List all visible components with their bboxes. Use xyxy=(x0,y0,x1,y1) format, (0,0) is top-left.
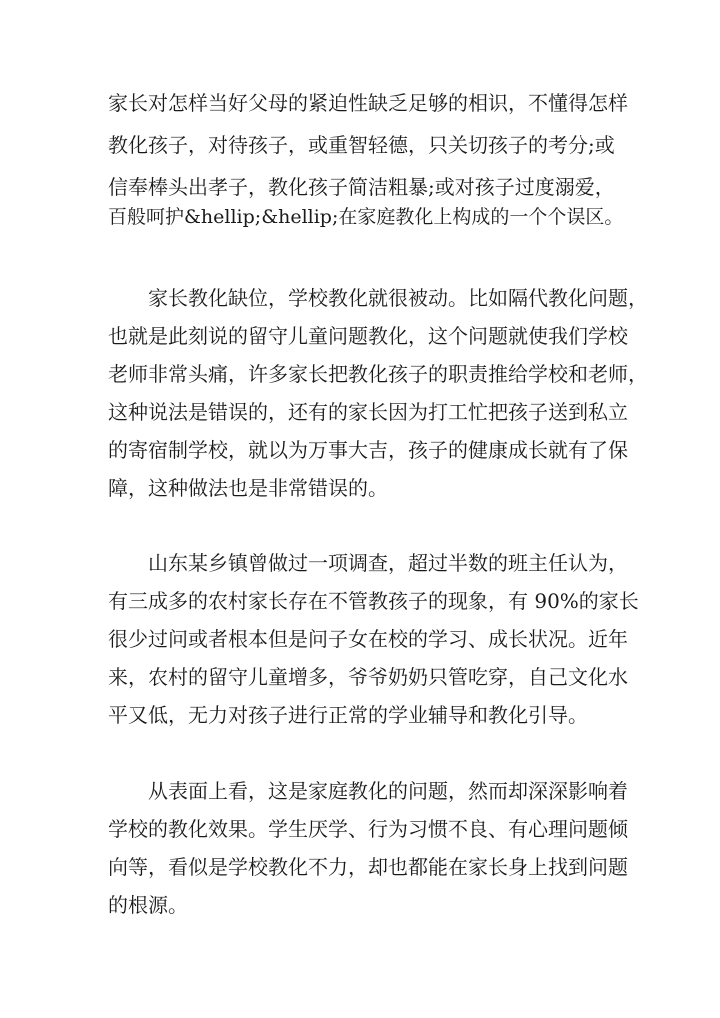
text-line: 从表面上看，这是家庭教化的问题，然而却深深影响着 xyxy=(148,779,628,803)
text-line: 来，农村的留守儿童增多，爷爷奶奶只管吃穿，自己文化水 xyxy=(108,665,628,689)
text-line: 有三成多的农村家长存在不管教孩子的现象，有 90%的家长 xyxy=(108,589,639,613)
text-line: 百般呵护&hellip;&hellip;在家庭教化上构成的一个个误区。 xyxy=(108,206,624,228)
text-line: 家长对怎样当好父母的紧迫性缺乏足够的相识，不懂得怎样 xyxy=(108,91,628,115)
text-line: 也就是此刻说的留守儿童问题教化，这个问题就使我们学校 xyxy=(108,324,628,348)
text-line: 教化孩子，对待孩子，或重智轻德，只关切孩子的考分;或 xyxy=(108,133,615,157)
text-line: 信奉棒头出孝子，教化孩子简洁粗暴;或对孩子过度溺爱， xyxy=(108,175,615,199)
text-line: 很少过问或者根本但是问子女在校的学习、成长状况。近年 xyxy=(108,627,628,651)
text-line: 平又低，无力对孩子进行正常的学业辅导和教化引导。 xyxy=(108,703,588,727)
text-line: 的寄宿制学校，就以为万事大吉，孩子的健康成长就有了保 xyxy=(108,438,628,462)
text-line: 这种说法是错误的，还有的家长因为打工忙把孩子送到私立 xyxy=(108,400,628,424)
text-line: 老师非常头痛，许多家长把教化孩子的职责推给学校和老师， xyxy=(108,362,648,386)
text-line: 的根源。 xyxy=(108,893,188,917)
text-line: 山东某乡镇曾做过一项调查，超过半数的班主任认为， xyxy=(148,551,628,575)
text-line: 家长教化缺位，学校教化就很被动。比如隔代教化问题， xyxy=(148,286,648,310)
text-line: 向等，看似是学校教化不力，却也都能在家长身上找到问题 xyxy=(108,855,628,879)
text-line: 障，这种做法也是非常错误的。 xyxy=(108,476,388,500)
text-line: 学校的教化效果。学生厌学、行为习惯不良、有心理问题倾 xyxy=(108,817,628,841)
